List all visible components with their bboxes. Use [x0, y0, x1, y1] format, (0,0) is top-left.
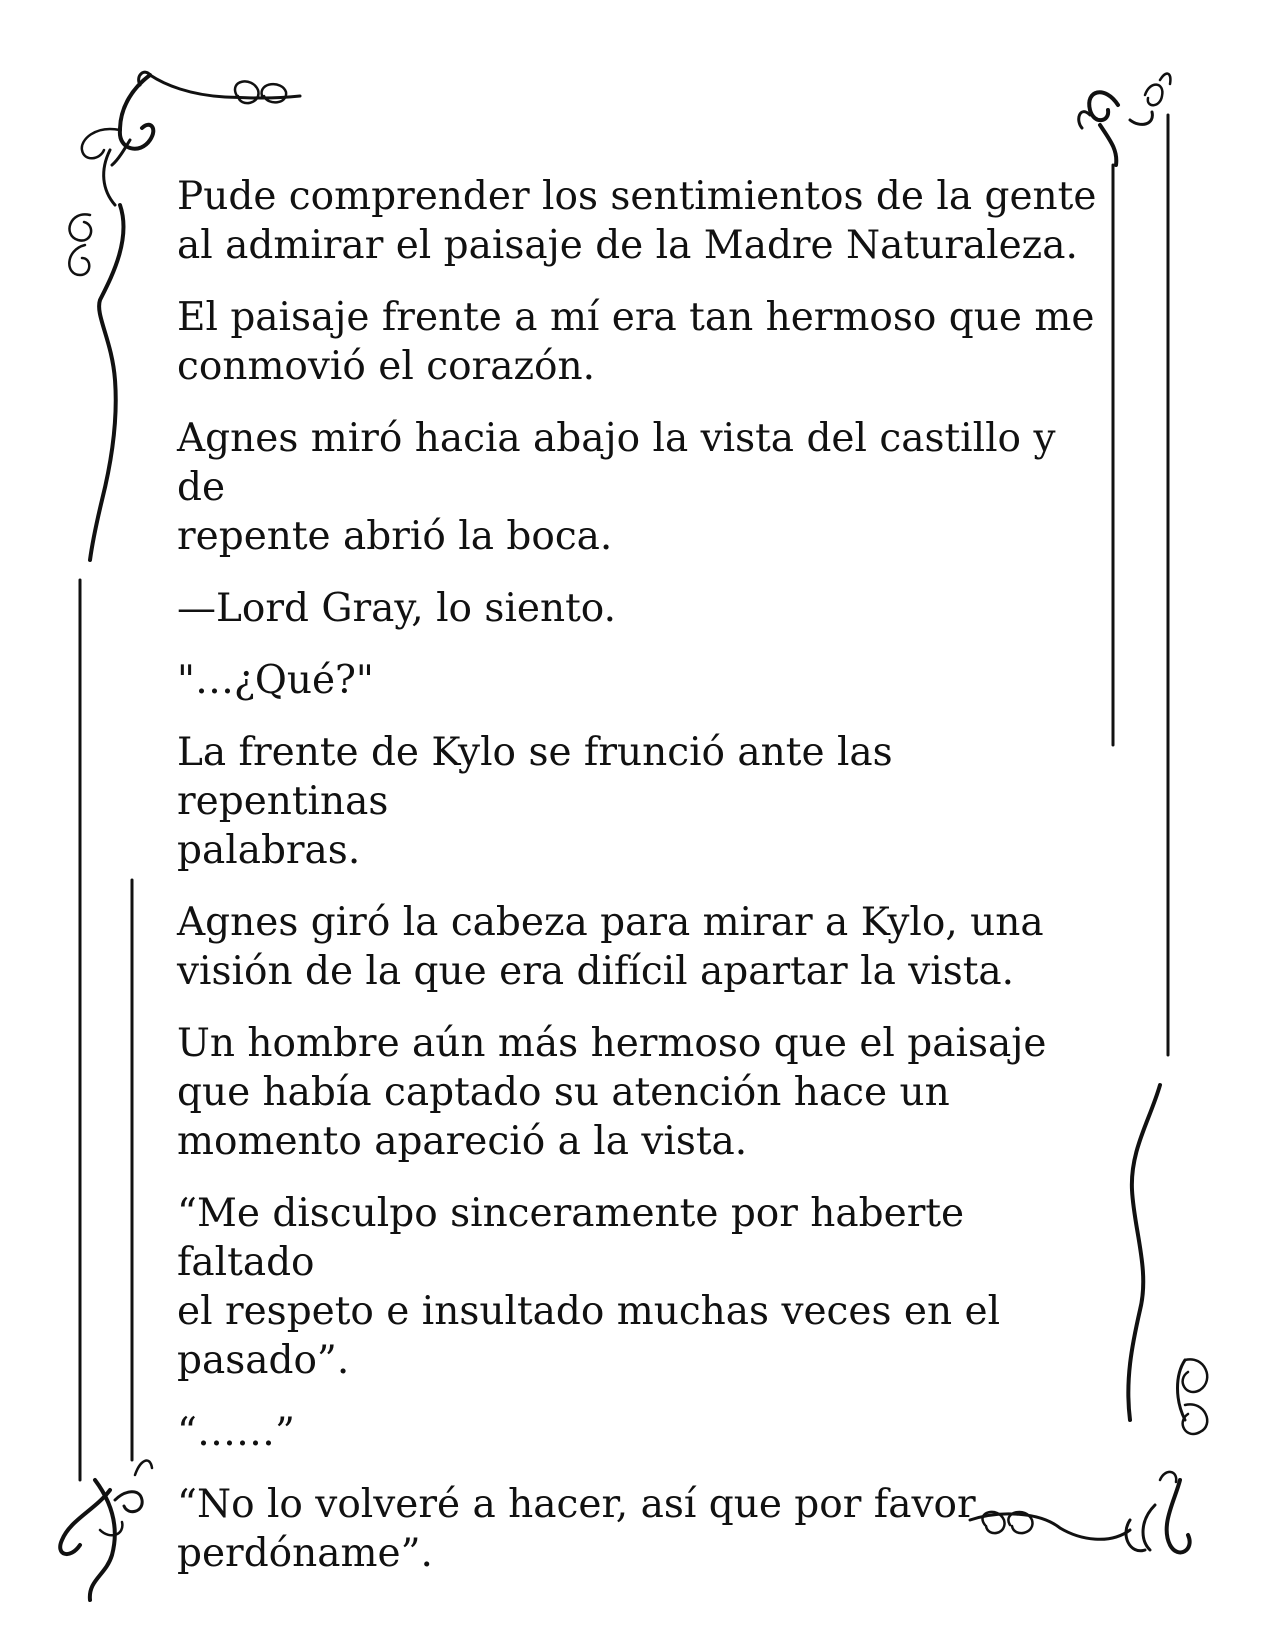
- paragraph: “……”: [177, 1410, 295, 1455]
- paragraph: “Me disculpo sinceramente por haberte faltado el respeto e insultado muchas veces en el pasado”.: [177, 1191, 1001, 1383]
- paragraph: Un hombre aún más hermoso que el paisaje que había captado su atención hace un momento apareció a la vista.: [177, 1021, 1047, 1164]
- paragraph: El paisaje frente a mí era tan hermoso que me conmovió el corazón.: [177, 295, 1095, 389]
- paragraph: "…¿Qué?": [177, 658, 374, 703]
- paragraph: “No lo volveré a hacer, así que por favor perdóname”.: [177, 1482, 976, 1576]
- paragraph: Agnes miró hacia abajo la vista del castillo y de repente abrió la boca.: [177, 416, 1056, 559]
- paragraph: Agnes giró la cabeza para mirar a Kylo, una visión de la que era difícil apartar la vista.: [177, 900, 1044, 994]
- story-text: [177, 172, 1107, 1601]
- top-right-flourish-icon: [1079, 74, 1171, 165]
- paragraph: La frente de Kylo se frunció ante las repentinas palabras.: [177, 730, 893, 873]
- bottom-left-flourish-icon: [60, 1461, 152, 1600]
- paragraph: Pude comprender los sentimientos de la gente al admirar el paisaje de la Madre Naturaleza.: [177, 174, 1097, 268]
- paragraph: —Lord Gray, lo siento.: [177, 586, 616, 631]
